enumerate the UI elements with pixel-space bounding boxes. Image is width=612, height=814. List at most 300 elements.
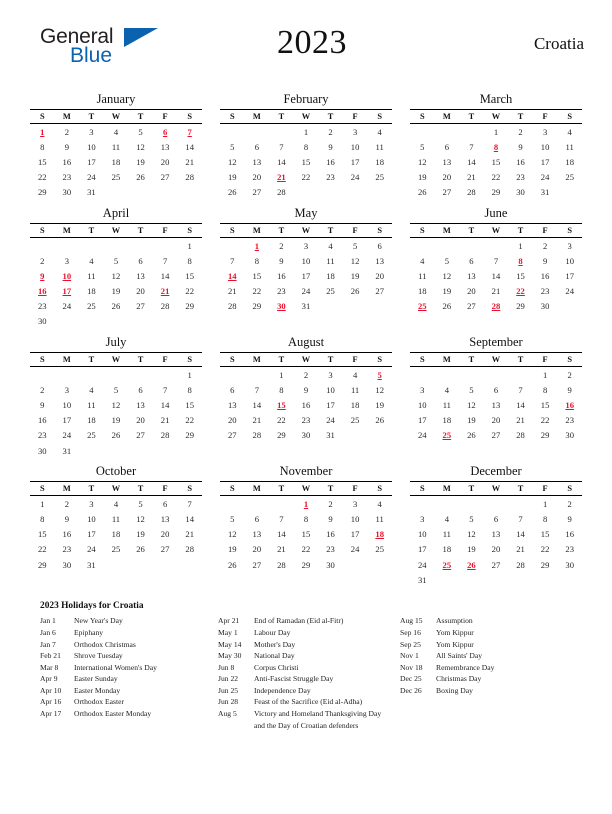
day-cell[interactable]: 14 (277, 529, 286, 540)
day-cell[interactable]: 30 (326, 559, 335, 570)
day-cell[interactable]: 29 (277, 430, 286, 441)
day-cell-holiday[interactable] (410, 299, 435, 314)
day-cell[interactable]: 3 (542, 126, 548, 137)
day-cell[interactable]: 18 (442, 544, 452, 555)
day-cell[interactable]: 18 (417, 286, 427, 297)
day-cell[interactable]: 10 (350, 513, 360, 524)
day-cell[interactable]: 24 (350, 544, 360, 555)
day-cell[interactable]: 23 (516, 172, 525, 183)
day-cell-holiday[interactable] (269, 170, 294, 185)
day-cell[interactable]: 21 (491, 286, 501, 297)
day-cell[interactable]: 21 (227, 286, 237, 297)
day-cell[interactable]: 17 (326, 400, 335, 411)
day-cell[interactable]: 30 (37, 316, 47, 327)
day-cell-holiday[interactable] (508, 253, 533, 268)
day-cell[interactable]: 28 (516, 559, 525, 570)
day-cell-holiday[interactable] (177, 124, 202, 140)
day-cell[interactable]: 20 (491, 415, 501, 426)
day-cell[interactable]: 1 (303, 126, 309, 137)
day-cell[interactable]: 29 (491, 187, 501, 198)
day-cell[interactable]: 16 (301, 400, 311, 411)
day-cell[interactable]: 9 (303, 384, 309, 395)
day-cell[interactable]: 17 (565, 270, 574, 281)
day-cell[interactable]: 27 (160, 172, 170, 183)
day-cell[interactable]: 18 (442, 415, 452, 426)
day-cell[interactable]: 20 (467, 286, 476, 297)
day-cell[interactable]: 24 (301, 286, 311, 297)
day-cell[interactable]: 27 (491, 430, 501, 441)
day-cell[interactable]: 11 (375, 141, 384, 152)
day-cell[interactable]: 12 (442, 270, 452, 281)
day-cell[interactable]: 19 (467, 544, 476, 555)
day-cell[interactable]: 8 (303, 141, 309, 152)
day-cell-holiday[interactable] (435, 428, 460, 443)
day-cell[interactable]: 18 (87, 415, 96, 426)
day-cell[interactable]: 1 (279, 369, 284, 380)
day-cell[interactable]: 19 (417, 172, 427, 183)
day-cell[interactable]: 17 (350, 529, 360, 540)
day-cell[interactable]: 29 (185, 301, 194, 312)
day-cell-holiday[interactable] (153, 124, 178, 140)
day-cell[interactable]: 6 (377, 240, 382, 251)
day-cell[interactable]: 3 (89, 498, 94, 509)
day-cell[interactable]: 16 (62, 529, 72, 540)
day-cell[interactable]: 12 (111, 270, 121, 281)
day-cell[interactable]: 3 (420, 384, 425, 395)
day-cell[interactable]: 7 (162, 384, 168, 395)
day-cell[interactable]: 2 (64, 126, 69, 137)
day-cell[interactable]: 31 (417, 574, 427, 585)
day-cell[interactable]: 19 (350, 270, 360, 281)
day-cell[interactable]: 14 (160, 400, 170, 411)
day-cell[interactable]: 29 (540, 430, 550, 441)
day-cell[interactable]: 9 (64, 513, 69, 524)
day-cell[interactable]: 5 (138, 126, 143, 137)
day-cell[interactable]: 7 (518, 384, 523, 395)
day-cell[interactable]: 22 (540, 415, 550, 426)
day-cell[interactable]: 10 (87, 141, 96, 152)
day-cell[interactable]: 17 (87, 529, 96, 540)
day-cell[interactable]: 24 (87, 544, 96, 555)
day-cell[interactable]: 20 (491, 544, 501, 555)
day-cell[interactable]: 29 (516, 301, 525, 312)
day-cell[interactable]: 26 (375, 415, 384, 426)
day-cell[interactable]: 13 (467, 270, 476, 281)
day-cell[interactable]: 12 (227, 156, 237, 167)
day-cell-holiday[interactable] (153, 284, 178, 299)
day-cell[interactable]: 3 (89, 126, 94, 137)
day-cell[interactable]: 21 (185, 529, 194, 540)
day-cell[interactable]: 22 (37, 544, 47, 555)
day-cell[interactable]: 28 (227, 301, 237, 312)
day-cell[interactable]: 25 (565, 172, 574, 183)
day-cell[interactable]: 9 (328, 513, 333, 524)
day-cell[interactable]: 16 (277, 270, 286, 281)
day-cell[interactable]: 1 (40, 498, 45, 509)
day-cell[interactable]: 13 (160, 141, 170, 152)
day-cell[interactable]: 23 (277, 286, 286, 297)
day-cell[interactable]: 10 (350, 141, 360, 152)
day-cell[interactable]: 19 (467, 415, 476, 426)
day-cell[interactable]: 8 (40, 141, 45, 152)
day-cell-holiday[interactable] (557, 397, 582, 412)
day-cell[interactable]: 9 (328, 141, 333, 152)
day-cell[interactable]: 2 (64, 498, 69, 509)
day-cell[interactable]: 28 (277, 559, 286, 570)
day-cell[interactable]: 21 (516, 544, 525, 555)
day-cell-holiday[interactable] (30, 124, 55, 140)
day-cell[interactable]: 18 (375, 156, 384, 167)
day-cell[interactable]: 24 (540, 172, 550, 183)
day-cell[interactable]: 6 (254, 513, 259, 524)
day-cell[interactable]: 29 (185, 430, 194, 441)
day-cell[interactable]: 27 (136, 430, 145, 441)
day-cell[interactable]: 26 (136, 172, 145, 183)
day-cell[interactable]: 2 (303, 369, 309, 380)
day-cell[interactable]: 11 (418, 270, 427, 281)
day-cell[interactable]: 3 (352, 498, 358, 509)
day-cell[interactable]: 14 (491, 270, 501, 281)
day-cell[interactable]: 15 (37, 156, 47, 167)
day-cell[interactable]: 13 (491, 529, 501, 540)
day-cell[interactable]: 20 (136, 286, 145, 297)
day-cell[interactable]: 10 (301, 255, 311, 266)
day-cell[interactable]: 11 (87, 400, 96, 411)
day-cell[interactable]: 13 (136, 270, 145, 281)
day-cell[interactable]: 15 (540, 400, 550, 411)
day-cell-holiday[interactable] (220, 268, 245, 283)
day-cell[interactable]: 1 (518, 240, 523, 251)
day-cell[interactable]: 31 (87, 187, 96, 198)
day-cell[interactable]: 18 (87, 286, 96, 297)
day-cell[interactable]: 20 (375, 270, 384, 281)
day-cell[interactable]: 11 (111, 513, 121, 524)
day-cell-holiday[interactable] (367, 527, 392, 542)
day-cell[interactable]: 2 (328, 498, 333, 509)
day-cell[interactable]: 10 (565, 255, 574, 266)
day-cell[interactable]: 29 (252, 301, 262, 312)
day-cell[interactable]: 22 (301, 172, 311, 183)
day-cell[interactable]: 5 (113, 384, 119, 395)
day-cell[interactable]: 5 (138, 498, 143, 509)
day-cell[interactable]: 30 (540, 301, 550, 312)
day-cell[interactable]: 2 (40, 384, 45, 395)
day-cell[interactable]: 30 (62, 559, 72, 570)
day-cell[interactable]: 6 (444, 141, 449, 152)
day-cell[interactable]: 27 (227, 430, 237, 441)
day-cell[interactable]: 18 (326, 270, 335, 281)
day-cell[interactable]: 22 (185, 415, 194, 426)
day-cell-holiday[interactable] (30, 284, 55, 299)
day-cell[interactable]: 22 (37, 172, 47, 183)
day-cell[interactable]: 7 (230, 255, 235, 266)
day-cell[interactable]: 27 (442, 187, 452, 198)
day-cell[interactable]: 9 (567, 513, 572, 524)
day-cell[interactable]: 17 (350, 156, 360, 167)
day-cell[interactable]: 8 (187, 384, 192, 395)
day-cell[interactable]: 11 (326, 255, 335, 266)
day-cell[interactable]: 16 (565, 529, 574, 540)
day-cell[interactable]: 19 (136, 156, 145, 167)
day-cell[interactable]: 21 (516, 415, 525, 426)
day-cell[interactable]: 18 (350, 400, 360, 411)
day-cell[interactable]: 30 (516, 187, 525, 198)
day-cell[interactable]: 13 (252, 156, 262, 167)
day-cell[interactable]: 19 (136, 529, 145, 540)
day-cell[interactable]: 26 (227, 187, 237, 198)
day-cell[interactable]: 4 (420, 255, 425, 266)
day-cell[interactable]: 18 (111, 156, 121, 167)
day-cell[interactable]: 16 (326, 156, 335, 167)
day-cell-holiday[interactable] (269, 397, 294, 412)
day-cell[interactable]: 6 (493, 384, 499, 395)
day-cell[interactable]: 20 (160, 156, 170, 167)
day-cell[interactable]: 1 (542, 369, 548, 380)
day-cell[interactable]: 12 (227, 529, 237, 540)
day-cell[interactable]: 9 (40, 400, 45, 411)
day-cell[interactable]: 30 (565, 559, 574, 570)
day-cell[interactable]: 17 (417, 544, 427, 555)
day-cell[interactable]: 24 (350, 172, 360, 183)
day-cell[interactable]: 23 (565, 415, 574, 426)
day-cell[interactable]: 30 (62, 187, 72, 198)
day-cell[interactable]: 23 (301, 415, 311, 426)
day-cell[interactable]: 2 (328, 126, 333, 137)
day-cell-holiday[interactable] (55, 284, 80, 299)
day-cell[interactable]: 26 (442, 301, 452, 312)
day-cell[interactable]: 20 (160, 529, 170, 540)
day-cell[interactable]: 14 (516, 400, 525, 411)
day-cell[interactable]: 31 (326, 430, 335, 441)
day-cell[interactable]: 16 (540, 270, 550, 281)
day-cell[interactable]: 11 (350, 384, 360, 395)
day-cell-holiday[interactable] (459, 557, 484, 572)
day-cell[interactable]: 2 (567, 369, 572, 380)
day-cell[interactable]: 18 (111, 529, 121, 540)
day-cell[interactable]: 30 (301, 430, 311, 441)
day-cell[interactable]: 25 (87, 430, 96, 441)
day-cell[interactable]: 4 (113, 498, 119, 509)
day-cell[interactable]: 4 (113, 126, 119, 137)
day-cell[interactable]: 9 (279, 255, 284, 266)
day-cell[interactable]: 17 (540, 156, 550, 167)
day-cell[interactable]: 7 (162, 255, 168, 266)
day-cell[interactable]: 25 (87, 301, 96, 312)
day-cell-holiday[interactable] (484, 139, 509, 154)
day-cell[interactable]: 6 (469, 255, 474, 266)
day-cell[interactable]: 13 (160, 513, 170, 524)
day-cell[interactable]: 1 (493, 126, 499, 137)
day-cell[interactable]: 15 (301, 529, 311, 540)
day-cell[interactable]: 3 (420, 513, 425, 524)
day-cell[interactable]: 9 (567, 384, 572, 395)
day-cell[interactable]: 23 (62, 544, 72, 555)
day-cell[interactable]: 5 (469, 384, 474, 395)
day-cell[interactable]: 27 (467, 301, 476, 312)
day-cell[interactable]: 8 (542, 513, 548, 524)
day-cell[interactable]: 28 (185, 544, 194, 555)
day-cell[interactable]: 14 (185, 513, 194, 524)
day-cell[interactable]: 24 (62, 430, 72, 441)
day-cell[interactable]: 1 (542, 498, 548, 509)
day-cell[interactable]: 31 (62, 445, 72, 456)
day-cell[interactable]: 11 (111, 141, 121, 152)
day-cell[interactable]: 29 (37, 559, 47, 570)
day-cell[interactable]: 3 (303, 240, 309, 251)
day-cell[interactable]: 24 (417, 559, 427, 570)
day-cell-holiday[interactable] (484, 299, 509, 314)
day-cell[interactable]: 7 (469, 141, 474, 152)
day-cell[interactable]: 21 (467, 172, 476, 183)
day-cell[interactable]: 26 (111, 301, 121, 312)
day-cell[interactable]: 11 (375, 513, 384, 524)
day-cell[interactable]: 21 (160, 415, 170, 426)
day-cell[interactable]: 7 (187, 498, 192, 509)
day-cell[interactable]: 24 (62, 301, 72, 312)
day-cell[interactable]: 14 (467, 156, 476, 167)
day-cell[interactable]: 28 (252, 430, 262, 441)
day-cell[interactable]: 25 (111, 172, 121, 183)
day-cell-holiday[interactable] (55, 268, 80, 283)
day-cell-holiday[interactable] (30, 268, 55, 283)
day-cell[interactable]: 24 (417, 430, 427, 441)
day-cell[interactable]: 2 (542, 240, 548, 251)
day-cell[interactable]: 15 (301, 156, 311, 167)
day-cell[interactable]: 20 (252, 172, 262, 183)
day-cell[interactable]: 4 (377, 126, 382, 137)
day-cell[interactable]: 19 (111, 286, 121, 297)
day-cell[interactable]: 31 (540, 187, 550, 198)
day-cell[interactable]: 21 (277, 544, 286, 555)
day-cell[interactable]: 9 (518, 141, 523, 152)
day-cell[interactable]: 15 (491, 156, 501, 167)
day-cell[interactable]: 14 (252, 400, 262, 411)
day-cell[interactable]: 13 (252, 529, 262, 540)
day-cell[interactable]: 20 (227, 415, 237, 426)
day-cell[interactable]: 7 (518, 513, 523, 524)
day-cell[interactable]: 4 (377, 498, 382, 509)
day-cell[interactable]: 11 (442, 400, 451, 411)
day-cell[interactable]: 8 (40, 513, 45, 524)
day-cell-holiday[interactable] (435, 557, 460, 572)
day-cell[interactable]: 22 (491, 172, 501, 183)
day-cell[interactable]: 23 (540, 286, 550, 297)
day-cell[interactable]: 3 (64, 255, 69, 266)
day-cell[interactable]: 6 (138, 384, 143, 395)
general-blue-logo[interactable] (40, 26, 170, 72)
day-cell[interactable]: 12 (136, 513, 145, 524)
day-cell[interactable]: 25 (350, 415, 360, 426)
day-cell[interactable]: 12 (467, 529, 476, 540)
day-cell-holiday[interactable] (269, 299, 294, 314)
day-cell[interactable]: 8 (542, 384, 548, 395)
day-cell[interactable]: 24 (326, 415, 335, 426)
day-cell[interactable]: 19 (111, 415, 121, 426)
day-cell[interactable]: 20 (252, 544, 262, 555)
day-cell[interactable]: 12 (375, 384, 384, 395)
day-cell[interactable]: 20 (442, 172, 452, 183)
day-cell[interactable]: 22 (277, 415, 286, 426)
day-cell[interactable]: 25 (111, 544, 121, 555)
day-cell[interactable]: 7 (493, 255, 499, 266)
day-cell[interactable]: 24 (565, 286, 574, 297)
day-cell[interactable]: 17 (62, 415, 72, 426)
day-cell[interactable]: 3 (64, 384, 69, 395)
day-cell[interactable]: 21 (185, 156, 194, 167)
day-cell[interactable]: 4 (567, 126, 572, 137)
day-cell[interactable]: 23 (37, 301, 47, 312)
day-cell[interactable]: 12 (467, 400, 476, 411)
day-cell[interactable]: 27 (160, 544, 170, 555)
day-cell[interactable]: 26 (227, 559, 237, 570)
day-cell[interactable]: 25 (375, 544, 384, 555)
day-cell[interactable]: 23 (62, 172, 72, 183)
day-cell[interactable]: 7 (254, 384, 259, 395)
day-cell-holiday[interactable] (294, 496, 319, 512)
day-cell[interactable]: 8 (303, 513, 309, 524)
day-cell[interactable]: 28 (516, 430, 525, 441)
day-cell[interactable]: 26 (467, 430, 476, 441)
day-cell[interactable]: 19 (227, 544, 237, 555)
day-cell[interactable]: 15 (540, 529, 550, 540)
day-cell[interactable]: 13 (491, 400, 501, 411)
day-cell[interactable]: 23 (37, 430, 47, 441)
day-cell[interactable]: 27 (252, 559, 262, 570)
day-cell[interactable]: 4 (89, 384, 94, 395)
day-cell[interactable]: 10 (62, 400, 72, 411)
day-cell[interactable]: 27 (252, 187, 262, 198)
day-cell[interactable]: 3 (567, 240, 572, 251)
day-cell[interactable]: 7 (279, 141, 284, 152)
day-cell[interactable]: 29 (540, 559, 550, 570)
day-cell[interactable]: 6 (493, 513, 499, 524)
day-cell[interactable]: 10 (326, 384, 335, 395)
day-cell[interactable]: 5 (444, 255, 449, 266)
day-cell[interactable]: 11 (565, 141, 574, 152)
day-cell[interactable]: 27 (136, 301, 145, 312)
day-cell[interactable]: 5 (113, 255, 119, 266)
day-cell[interactable]: 4 (352, 369, 358, 380)
day-cell[interactable]: 29 (37, 187, 47, 198)
day-cell[interactable]: 25 (375, 172, 384, 183)
day-cell[interactable]: 23 (326, 544, 335, 555)
day-cell[interactable]: 14 (516, 529, 525, 540)
day-cell[interactable]: 28 (160, 430, 170, 441)
day-cell[interactable]: 2 (40, 255, 45, 266)
day-cell[interactable]: 8 (254, 255, 259, 266)
day-cell[interactable]: 9 (542, 255, 548, 266)
day-cell[interactable]: 13 (227, 400, 237, 411)
day-cell[interactable]: 18 (565, 156, 574, 167)
day-cell[interactable]: 10 (417, 400, 427, 411)
day-cell[interactable]: 26 (136, 544, 145, 555)
day-cell[interactable]: 12 (111, 400, 121, 411)
day-cell-holiday[interactable] (245, 237, 270, 253)
day-cell[interactable]: 10 (87, 513, 96, 524)
day-cell[interactable]: 5 (420, 141, 425, 152)
day-cell[interactable]: 28 (467, 187, 476, 198)
day-cell[interactable]: 27 (491, 559, 501, 570)
day-cell[interactable]: 2 (518, 126, 523, 137)
day-cell-holiday[interactable] (367, 367, 392, 383)
day-cell[interactable]: 8 (187, 255, 192, 266)
day-cell[interactable]: 28 (185, 172, 194, 183)
day-cell[interactable]: 20 (136, 415, 145, 426)
day-cell[interactable]: 1 (187, 240, 192, 251)
day-cell[interactable]: 4 (328, 240, 333, 251)
day-cell[interactable]: 13 (375, 255, 384, 266)
day-cell[interactable]: 2 (279, 240, 284, 251)
